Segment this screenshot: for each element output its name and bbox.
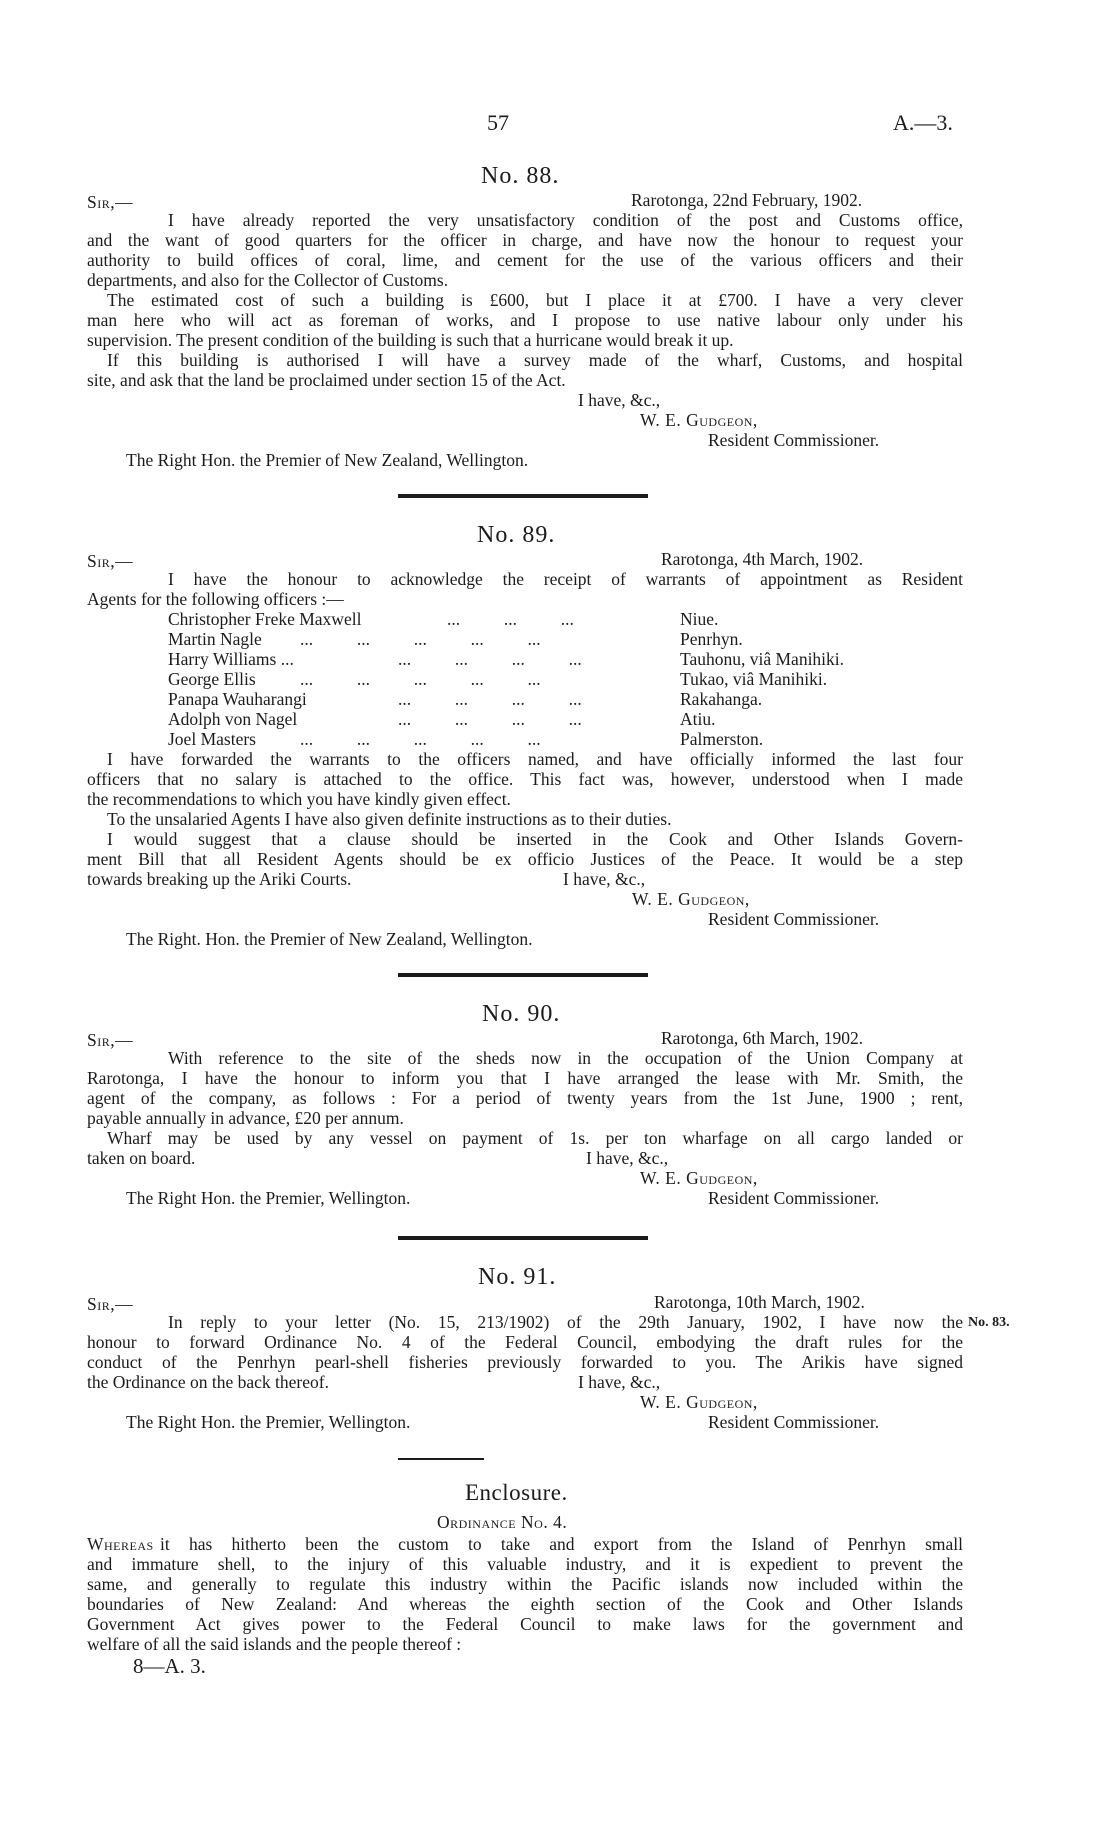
page-number: 57	[487, 110, 509, 135]
letter-90-addressee: The Right Hon. the Premier, Wellington.	[126, 1188, 411, 1208]
letter-91-number: No. 91.	[478, 1264, 557, 1290]
paragraph-line: departments, and also for the Collector of Customs.	[87, 270, 449, 290]
letter-88-signer: W. E. Gudgeon,	[640, 410, 758, 430]
agent-name: Martin Nagle	[168, 629, 262, 649]
paragraph-line: taken on board.	[87, 1148, 196, 1168]
letter-88-salutation: Sir,—	[87, 192, 134, 212]
paragraph-line: Wharf may be used by any vessel on payment of 1s. per ton wharfage on all cargo landed or	[107, 1128, 963, 1148]
paragraph-line: the Ordinance on the back thereof.	[87, 1372, 329, 1392]
agent-name: Harry Williams ...	[168, 649, 294, 669]
paragraph-line: I have already reported the very unsatisfactory condition of the post and Customs office,	[168, 210, 963, 230]
agent-place: Tukao, viâ Manihiki.	[680, 669, 828, 689]
agent-name: Adolph von Nagel	[168, 709, 298, 729]
paragraph-line: The estimated cost of such a building is £600, but I place it at £700. I have a very clever	[107, 290, 963, 310]
letter-91-salutation: Sir,—	[87, 1294, 134, 1314]
letter-90-number: No. 90.	[482, 1001, 561, 1027]
paragraph-line: authority to build offices of coral, lime, and cement for the use of the various officers and their	[87, 250, 963, 270]
document-reference: A.—3.	[893, 110, 953, 135]
paragraph-line: I would suggest that a clause should be inserted in the Cook and Other Islands Govern-	[107, 829, 963, 849]
paragraph-line: welfare of all the said islands and the people thereof :	[87, 1634, 462, 1654]
agent-leader-dots: ... ... ...	[447, 609, 574, 629]
letter-88-closing: I have, &c.,	[578, 390, 661, 410]
letter-89-intro-line: Agents for the following officers :—	[87, 589, 344, 609]
paragraph-line: towards breaking up the Ariki Courts.	[87, 869, 352, 889]
paragraph-line: site, and ask that the land be proclaimed under section 15 of the Act.	[87, 370, 566, 390]
letter-89-signer: W. E. Gudgeon,	[632, 889, 750, 909]
paragraph-line: and immature shell, to the injury of this valuable industry, and it is expedient to prevent the	[87, 1554, 963, 1574]
paragraph-line: conduct of the Penrhyn pearl-shell fisheries previously forwarded to you. The Arikis have signed	[87, 1352, 963, 1372]
margin-note: No. 83.	[968, 1315, 1010, 1330]
agent-place: Niue.	[680, 609, 719, 629]
paragraph-line: honour to forward Ordinance No. 4 of the Federal Council, embodying the draft rules for the	[87, 1332, 963, 1352]
paragraph-line: the recommendations to which you have kindly given effect.	[87, 789, 511, 809]
enclosure-subtitle: Ordinance No. 4.	[437, 1512, 568, 1532]
letter-91-signer: W. E. Gudgeon,	[640, 1392, 758, 1412]
paragraph-line: supervision. The present condition of the building is such that a hurricane would break it up.	[87, 330, 734, 350]
agent-name: Panapa Wauharangi	[168, 689, 307, 709]
letter-88-addressee: The Right Hon. the Premier of New Zealand, Wellington.	[126, 450, 529, 470]
letter-89-title: Resident Commissioner.	[708, 909, 880, 929]
paragraph-line: With reference to the site of the sheds now in the occupation of the Union Company at	[168, 1048, 963, 1068]
agent-leader-dots: ... ... ... ... ...	[300, 729, 541, 749]
agent-leader-dots: ... ... ... ... ...	[300, 629, 541, 649]
agent-place: Palmerston.	[680, 729, 764, 749]
agent-name: Joel Masters	[168, 729, 256, 749]
enclosure-lead-word: Whereas	[87, 1534, 154, 1554]
letter-89-place-date: Rarotonga, 4th March, 1902.	[661, 549, 864, 569]
paragraph-line: payable annually in advance, £20 per annum.	[87, 1108, 404, 1128]
agent-leader-dots: ... ... ... ... ...	[300, 669, 541, 689]
agent-place: Atiu.	[680, 709, 716, 729]
agent-place: Penrhyn.	[680, 629, 743, 649]
letter-91-place-date: Rarotonga, 10th March, 1902.	[654, 1292, 865, 1312]
letter-88-number: No. 88.	[481, 163, 560, 189]
agent-place: Rakahanga.	[680, 689, 763, 709]
section-divider	[398, 494, 648, 498]
agent-leader-dots: ... ... ... ...	[398, 689, 582, 709]
agent-name: George Ellis	[168, 669, 256, 689]
letter-90-salutation: Sir,—	[87, 1030, 134, 1050]
paragraph-line: and the want of good quarters for the officer in charge, and have now the honour to request your	[87, 230, 963, 250]
paragraph-line: same, and generally to regulate this industry within the Pacific islands now included within the	[87, 1574, 963, 1594]
agent-leader-dots: ... ... ... ...	[398, 709, 582, 729]
letter-90-closing: I have, &c.,	[586, 1148, 669, 1168]
paragraph-line: To the unsalaried Agents I have also given definite instructions as to their duties.	[107, 809, 672, 829]
paragraph-line: ment Bill that all Resident Agents should be ex officio Justices of the Peace. It would be a step	[87, 849, 963, 869]
section-divider	[398, 1458, 484, 1460]
letter-89-closing: I have, &c.,	[563, 869, 646, 889]
enclosure-title: Enclosure.	[465, 1480, 568, 1505]
paragraph-line: Government Act gives power to the Federal Council to make laws for the government and	[87, 1614, 963, 1634]
agent-name: Christopher Freke Maxwell	[168, 609, 362, 629]
paragraph-line: Rarotonga, I have the honour to inform you that I have arranged the lease with Mr. Smith, the	[87, 1068, 963, 1088]
letter-89-addressee: The Right. Hon. the Premier of New Zealand, Wellington.	[126, 929, 533, 949]
paragraph-line: boundaries of New Zealand: And whereas the eighth section of the Cook and Other Islands	[87, 1594, 963, 1614]
signature-mark: 8—A. 3.	[133, 1654, 206, 1678]
letter-91-title: Resident Commissioner.	[708, 1412, 880, 1432]
paragraph-line: If this building is authorised I will have a survey made of the wharf, Customs, and hospital	[107, 350, 963, 370]
paragraph-line: In reply to your letter (No. 15, 213/1902) of the 29th January, 1902, I have now the	[168, 1312, 963, 1332]
agent-leader-dots: ... ... ... ...	[398, 649, 582, 669]
letter-91-addressee: The Right Hon. the Premier, Wellington.	[126, 1412, 411, 1432]
letter-89-salutation: Sir,—	[87, 551, 134, 571]
agent-place: Tauhonu, viâ Manihiki.	[680, 649, 845, 669]
letter-89-number: No. 89.	[477, 522, 556, 548]
paragraph-line: I have forwarded the warrants to the officers named, and have officially informed the last four	[107, 749, 963, 769]
letter-90-title: Resident Commissioner.	[708, 1188, 880, 1208]
letter-88-place-date: Rarotonga, 22nd February, 1902.	[631, 190, 863, 210]
letter-88-title: Resident Commissioner.	[708, 430, 880, 450]
letter-89-intro-line: I have the honour to acknowledge the receipt of warrants of appointment as Resident	[168, 569, 963, 589]
section-divider	[398, 973, 648, 977]
paragraph-line: man here who will act as foreman of works, and I propose to use native labour only under his	[87, 310, 963, 330]
section-divider	[398, 1236, 648, 1240]
letter-90-signer: W. E. Gudgeon,	[640, 1168, 758, 1188]
paragraph-line: officers that no salary is attached to the office. This fact was, however, understood when I made	[87, 769, 963, 789]
paragraph-line: it has hitherto been the custom to take and export from the Island of Penrhyn small	[160, 1534, 963, 1554]
letter-90-place-date: Rarotonga, 6th March, 1902.	[661, 1028, 864, 1048]
paragraph-line: agent of the company, as follows : For a period of twenty years from the 1st June, 1900 ; rent,	[87, 1088, 963, 1108]
letter-91-closing: I have, &c.,	[578, 1372, 661, 1392]
